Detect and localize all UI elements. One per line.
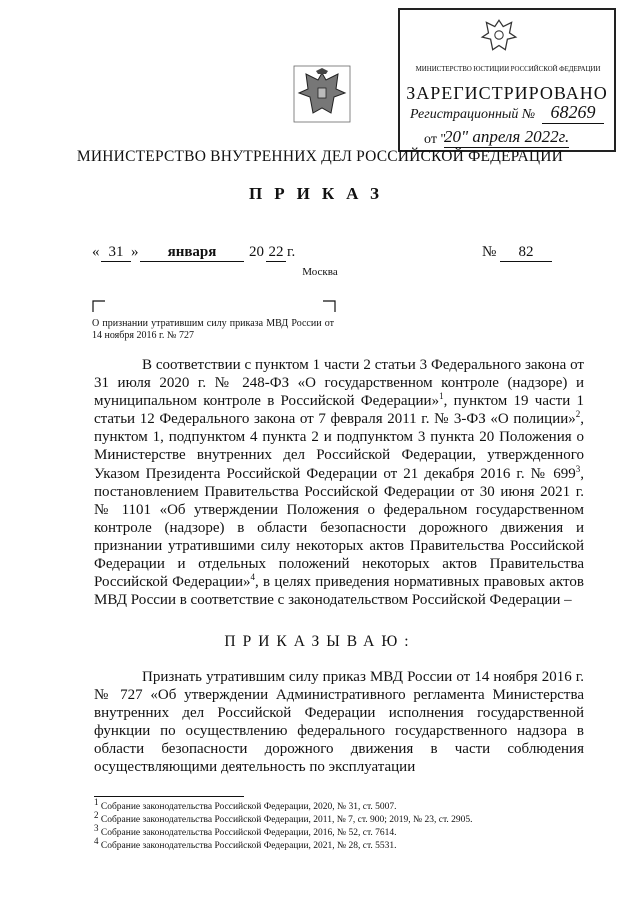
date-month: января <box>140 244 244 262</box>
right-corner-bracket <box>322 300 336 312</box>
stamp-reg-label: Регистрационный № <box>410 107 536 122</box>
preamble-part: , в целях приведения нормативных правовых актов МВД России в соответствие с законодательством Российской Федерации – <box>94 574 584 609</box>
footnote-mark: 3 <box>94 822 99 833</box>
date-year-letter: г. <box>287 244 296 260</box>
stamp-eagle-emblem-icon <box>478 14 520 56</box>
ministry-title: МИНИСТЕРСТВО ВНУТРЕННИХ ДЕЛ РОССИЙСКОЙ ФЕДЕРАЦИИ <box>76 148 564 165</box>
stamp-date: 20" апреля 2022г. <box>444 127 570 146</box>
footnote-ref: 3 <box>575 463 581 474</box>
footnote-text: Собрание законодательства Российской Федерации, 2020, № 31, ст. 5007. <box>100 802 397 812</box>
footnotes <box>94 796 614 853</box>
footnote-ref: 1 <box>439 391 444 402</box>
date-day: 31 <box>101 244 131 262</box>
date-year-prefix: 20 <box>249 244 264 260</box>
document-type: ПРИКАЗ <box>249 184 391 203</box>
preamble <box>94 356 584 609</box>
footnote-item <box>94 809 614 827</box>
footnote-ref: 4 <box>250 572 256 583</box>
footnote-text: Собрание законодательства Российской Федерации, 2016, № 52, ст. 7614. <box>100 828 397 838</box>
footnote-item <box>94 796 614 814</box>
orders-heading: ПРИКАЗЫВАЮ: <box>224 633 416 650</box>
stamp-registered: ЗАРЕГИСТРИРОВАНО <box>406 83 608 103</box>
footnote-item <box>94 835 614 853</box>
russian-coat-of-arms-icon <box>293 65 351 123</box>
preamble-paragraph <box>94 356 584 609</box>
order-paragraph: Признать утратившим силу приказ МВД России от 14 ноября 2016 г. № 727 «Об утверждении Административного регламента Министерства внутренних дел Российской Федерации исполнения государственной функции по осуществлению федерального государственного надзора в области безопасности дорожного движения в части соблюдения осуществляющими деятельность по эксплуатации <box>94 669 584 776</box>
preamble-part: , пунктом 19 части 1 статьи 12 Федерального закона от 7 февраля 2011 г. № 3-ФЗ «О полиции» <box>94 393 584 428</box>
footnote-separator <box>94 796 244 797</box>
left-corner-bracket <box>92 300 106 312</box>
stamp-reg-number: 68269 <box>542 102 604 124</box>
stamp-date-prefix: от " <box>424 132 447 147</box>
footnote-ref: 2 <box>575 409 581 420</box>
footnote-mark: 4 <box>94 835 99 846</box>
date-year-suffix: 22 <box>266 244 286 262</box>
quote-close: » <box>131 244 139 260</box>
order-text <box>94 668 584 777</box>
order-number-label: № <box>482 244 497 260</box>
footnote-text: Собрание законодательства Российской Федерации, 2011, № 7, ст. 900; 2019, № 23, ст. 2905. <box>100 815 473 825</box>
city: Москва <box>302 266 338 278</box>
quote-open: « <box>92 244 100 260</box>
preamble-part: , пунктом 1, подпунктом 4 пункта 2 и подпунктом 3 пункта 20 Положения о Министерстве внутренних дел Российской Федерации, утвержденного Указом Президента Российской Федерации от 21 декабря 2016 г. № 699 <box>94 411 584 482</box>
preamble-part: , постановлением Правительства Российской Федерации от 30 июня 2021 г. № 1101 «Об утверждении Положения о федеральном государственном контроле (надзоре) в области безопасности дорожного движения и признании утратившими силу некоторых актов Правительства Российской Федерации и отдельных положений некоторых актов Правительства Российской Федерации» <box>94 465 584 591</box>
order-number: 82 <box>500 244 552 262</box>
stamp-ministry: МИНИСТЕРСТВО ЮСТИЦИИ РОССИЙСКОЙ ФЕДЕРАЦИИ <box>415 65 601 73</box>
footnote-text: Собрание законодательства Российской Федерации, 2021, № 28, ст. 5531. <box>100 841 397 851</box>
footnote-mark: 1 <box>94 796 99 807</box>
preamble-part: В соответствии с пунктом 1 части 2 статьи 3 Федерального закона от 31 июля 2020 г. № 248-ФЗ «О государственном контроле (надзоре) и муниципальном контроле в Российской Федерации» <box>94 357 584 410</box>
footnote-item <box>94 822 614 840</box>
document-subject: О признании утратившим силу приказа МВД России от 14 ноября 2016 г. № 727 <box>92 318 334 341</box>
footnote-mark: 2 <box>94 809 99 820</box>
